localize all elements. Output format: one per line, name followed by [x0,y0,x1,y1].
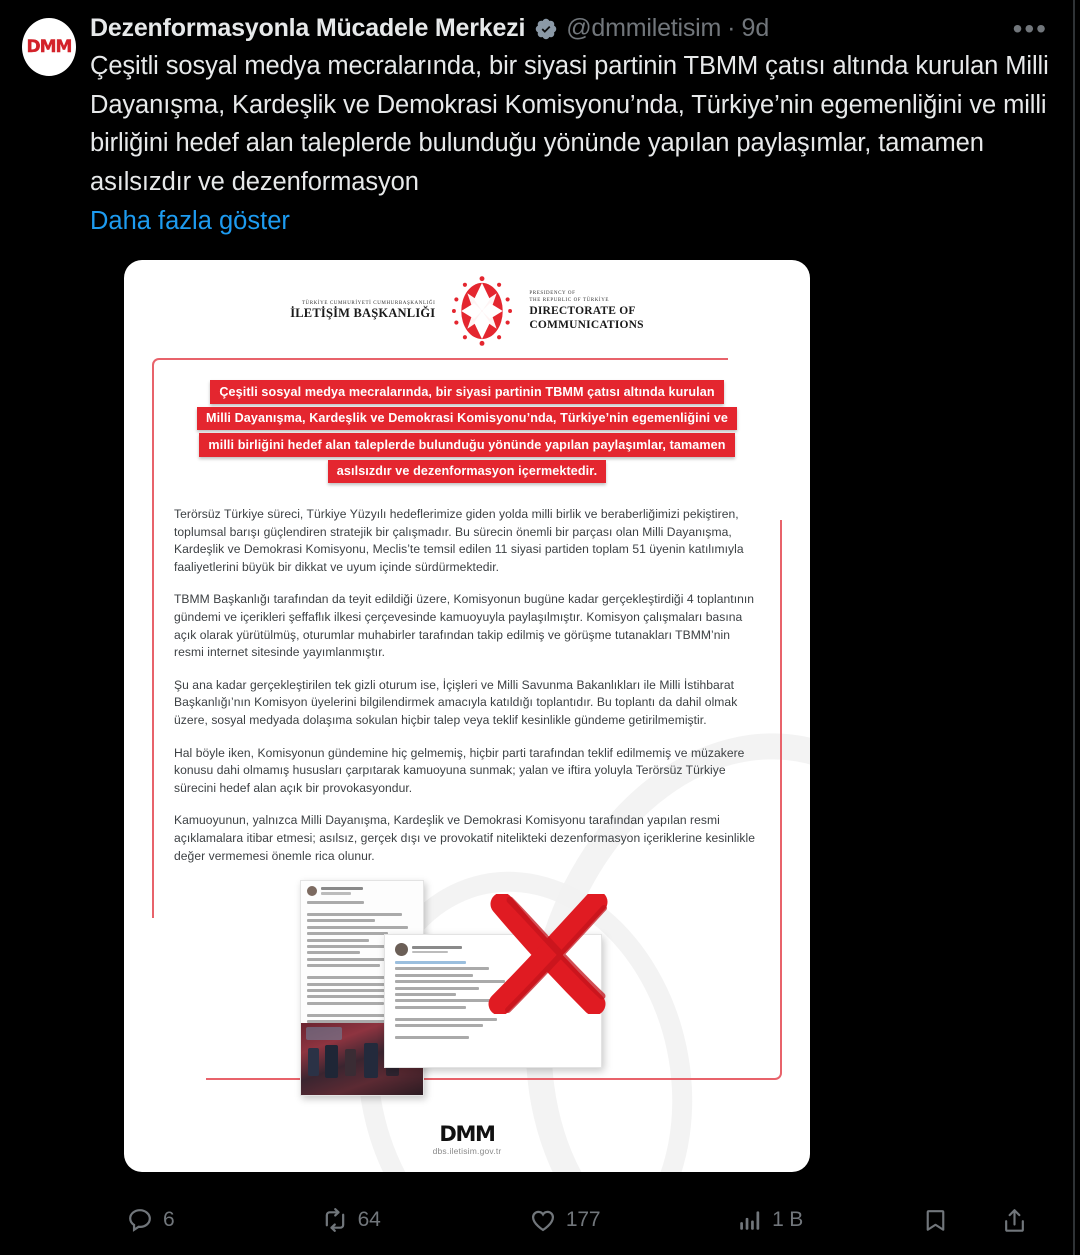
heart-icon [529,1206,557,1234]
statement-body [152,486,782,865]
view-count: 1 B [772,1208,804,1231]
reply-count: 6 [163,1208,175,1231]
card-header [124,260,810,348]
statement-document [152,358,782,1118]
statement-paragraph: Hal böyle iken, Komisyonun gündemine hiç gelmemiş, hiçbir parti tarafından teklif edilmemiş ve müzakere konusu dahi olmamış hususları çarpıtarak kamuoyuna sunmak; yalan ve iftira yoluyla Terörsüz Türkiye sürecini hedef alan açık bir provokasyondur. [174,745,745,795]
headline-line: milli birliğini hedef alan taleplerde bulunduğu yönünde yapılan paylaşımlar, tamamen [199,433,734,457]
retweet-icon [321,1206,349,1234]
tweet-header [22,14,1072,240]
directorate-of-communications-logo [513,290,643,332]
reply-icon [126,1206,154,1234]
separator-dot: · [727,14,736,42]
bookmark-button[interactable] [922,1207,949,1234]
tweet-media [22,260,1072,1172]
card-header-right-small-1: PRESIDENCY OF [529,291,576,296]
statement-paragraph: Kamuoyunun, yalnızca Milli Dayanışma, Kardeşlik ve Demokrasi Komisyonu tarafından yapılan resmi açıklamalara itibar etmesi; asılsız, gerçek dışı ve provokatif nitelikteki dezenformasyon içeriklerine kesinlikle değer vermemesi önemle rica olunur. [174,813,756,863]
tweet-actions [126,1194,1028,1246]
statement-paragraph: Şu ana kadar gerçekleştirilen tek gizli oturum ise, İçişleri ve Milli Savunma Bakanlıkları ile Milli İstihbarat Başkanlığı’nın Komisyon üyelerini bilgilendirmek amacıyla katıldığı toplantıdır. Bu toplantı da dahil olmak üzere, sosyal medyada dolaşıma sokulan hiçbir talep veya teklif kesinlikle gündeme getirilmemiştir. [174,677,738,727]
avatar-label: DMM [26,37,72,57]
card-header-right-small-2: THE REPUBLIC OF TÜRKİYE [529,298,610,303]
statement-paragraph: Terörsüz Türkiye süreci, Türkiye Yüzyılı hedeflerimize giden yolda milli birlik ve beraberliğimizi pekiştiren, toplumsal barışı güçlendiren stratejik bir çalışmadır. Bu sürecin önemli bir parçası olan Milli Dayanışma, Kardeşlik ve Demokrasi Komisyonu, Meclis’te temsil edilen 11 siyasi partiden toplam 51 üyenin katılımıyla faaliyetlerini büyük bir dikkat ve uyum içinde sürdürmektedir. [174,507,744,574]
headline-line: Milli Dayanışma, Kardeşlik ve Demokrasi Komisyonu’nda, Türkiye’nin egemenliğini ve [197,407,737,431]
share-button[interactable] [1001,1207,1028,1234]
analytics-icon [737,1207,763,1233]
timestamp[interactable]: 9d [741,14,770,42]
author-display-name[interactable]: Dezenformasyonla Mücadele Merkezi [90,14,526,42]
views-button[interactable] [737,1207,922,1233]
card-header-left-main: İLETİŞİM BAŞKANLIĞI [290,306,436,320]
avatar[interactable] [22,18,76,76]
iletisim-baskanligi-logo [290,301,451,321]
tweet-text: Çeşitli sosyal medya mecralarında, bir siyasi partinin TBMM çatısı altında kurulan Milli Dayanışma, Kardeşlik ve Demokrasi Komisyonu’nda, Türkiye’nin egemenliğini ve milli birliğini hedef alan taleplerde bulunduğu yönünde yapılan paylaşımlar, tamamen asılsızdır ve dezenformasyon [90,52,1056,196]
timeline-divider [1073,0,1075,1255]
card-header-right-main-1: DIRECTORATE OF [529,305,636,317]
like-count: 177 [565,1208,601,1231]
show-more-link[interactable]: Daha fazla göster [90,207,290,235]
reply-button[interactable] [126,1206,321,1234]
headline-line: asılsızdır ve dezenformasyon içermektedir. [328,460,606,484]
author-handle[interactable]: @dmmiletisim [566,14,722,42]
retweet-button[interactable] [321,1206,529,1234]
verified-badge-icon [534,17,558,41]
bookmark-icon [922,1207,949,1234]
retweet-count: 64 [357,1208,381,1231]
dmm-url: dbs.iletisim.gov.tr [432,1146,502,1156]
card-footer [124,1123,810,1156]
media-card-image[interactable] [124,260,810,1172]
headline-block [152,358,782,486]
turkish-presidency-emblem-icon [451,275,513,347]
dmm-logo: DMM [439,1122,495,1146]
evidence-collage [152,876,782,1106]
more-options-icon[interactable]: ••• [1012,12,1048,44]
share-icon [1001,1207,1028,1234]
red-x-mark-icon [484,894,612,1014]
statement-paragraph: TBMM Başkanlığı tarafından da teyit edildiği üzere, Komisyonun bugüne kadar gerçekleştirdiği 4 toplantının gündemi ve içerikleri şeffaflık ilkesi çerçevesinde kamuoyuyla paylaşılmıştır. Komisyon çalışmaları basına açık olarak yürütülmüş, oturumlar muhabirler tarafından takip edilmiş ve görüşme tutanakları TBMM’nin resmi internet sitesinde yayımlanmıştır. [174,592,755,660]
card-header-left-small: TÜRKİYE CUMHURİYETİ CUMHURBAŞKANLIĞI [301,301,436,306]
author-row [90,14,1062,43]
card-header-right-main-2: COMMUNICATIONS [529,319,644,331]
headline-line: Çeşitli sosyal medya mecralarında, bir siyasi partinin TBMM çatısı altında kurulan [210,380,723,404]
like-button[interactable] [529,1206,737,1234]
tweet-header-main [90,14,1072,240]
